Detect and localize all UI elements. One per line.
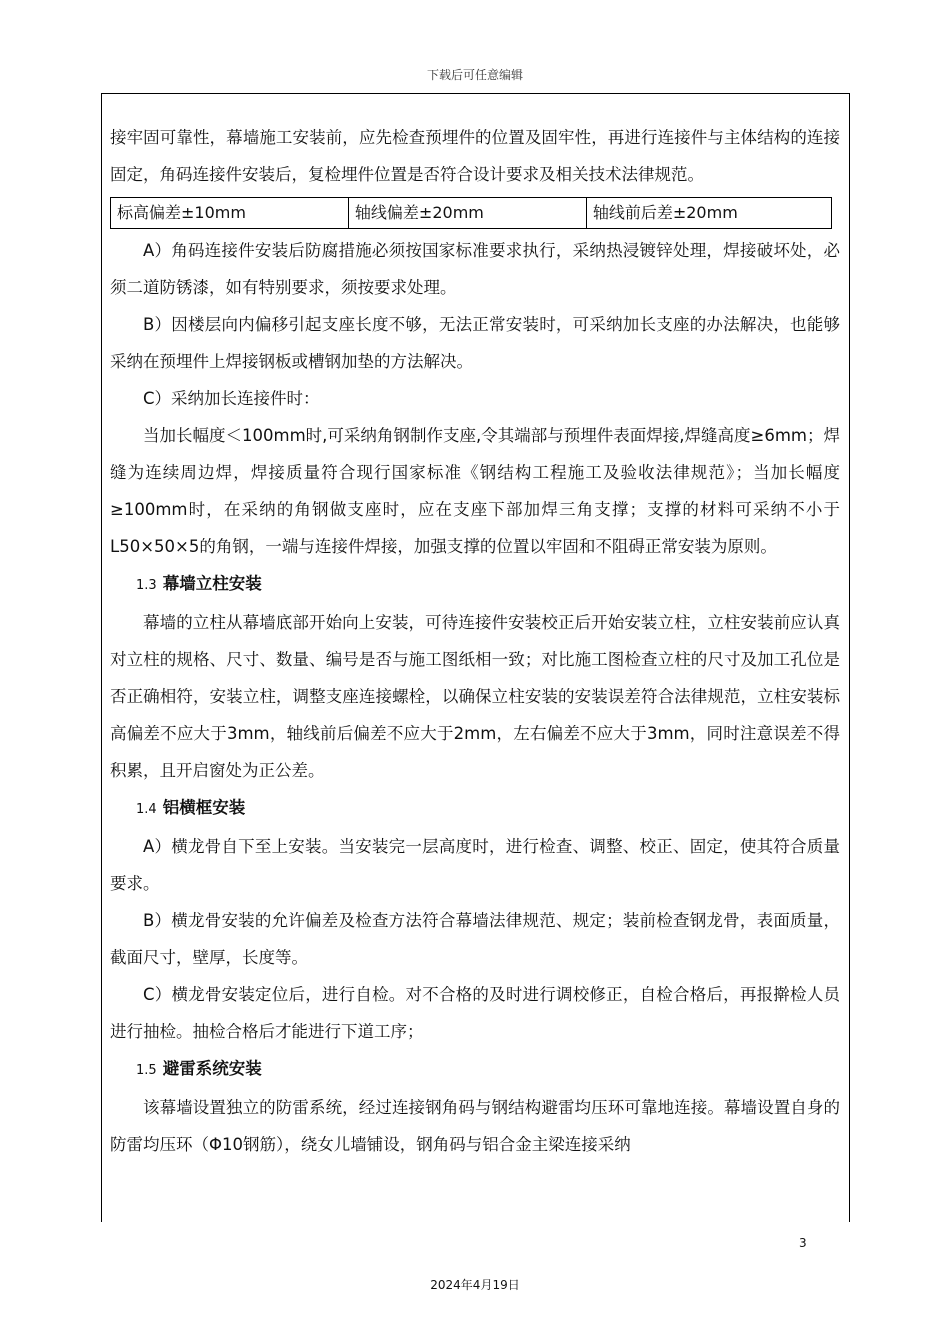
item-a: A）角码连接件安装后防腐措施必须按国家标准要求执行，采纳热浸镀锌处理，焊接破坏处，必须二道防锈漆，如有特别要求，须按要求处理。 xyxy=(110,241,840,297)
section-heading-1-3 xyxy=(110,565,840,604)
table-cell-axis: 轴线偏差±20mm xyxy=(348,198,586,229)
section-number: 1.4 xyxy=(136,802,157,817)
page-number: 3 xyxy=(799,1236,807,1250)
header-note: 下载后可任意编辑 xyxy=(426,68,523,82)
section-heading-1-5 xyxy=(110,1050,840,1089)
section-1-3-body: 幕墙的立柱从幕墙底部开始向上安装，可待连接件安装校正后开始安装立柱，立柱安装前应认真对立柱的规格、尺寸、数量、编号是否与施工图纸相一致；对比施工图检查立柱的尺寸及加工孔位是否正确相符，安装立柱，调整支座连接螺栓，以确保立柱安装的安装误差符合法律规范，立柱安装标高偏差不应大于3mm，轴线前后偏差不应大于2mm，左右偏差不应大于3mm，同时注意误差不得积累，且开启窗处为正公差。 xyxy=(110,613,840,780)
section-1-4-item-a: A）横龙骨自下至上安装。当安装完一层高度时，进行检查、调整、校正、固定，使其符合质量要求。 xyxy=(110,837,840,893)
section-title: 幕墙立柱安装 xyxy=(162,574,262,593)
section-number: 1.5 xyxy=(136,1063,157,1078)
extension-paragraph: 当加长幅度＜100mm时,可采纳角钢制作支座,令其端部与预埋件表面焊接,焊缝高度≥6mm；焊缝为连续周边焊，焊接质量符合现行国家标准《钢结构工程施工及验收法律规范》；当加长幅度≥100mm时，在采纳的角钢做支座时，应在支座下部加焊三角支撑；支撑的材料可采纳不小于L50×50×5的角钢，一端与连接件焊接，加强支撑的位置以牢固和不阻碍正常安装为原则。 xyxy=(110,426,840,556)
section-1-4-item-c: C）横龙骨安装定位后，进行自检。对不合格的及时进行调校修正，自检合格后，再报擀检人员进行抽检。抽检合格后才能进行下道工序； xyxy=(110,985,840,1041)
section-number: 1.3 xyxy=(136,578,157,593)
deviation-table xyxy=(110,197,832,229)
table-row xyxy=(111,198,832,229)
document-body xyxy=(110,119,840,1163)
section-title: 铝横框安装 xyxy=(162,798,246,817)
section-title: 避雷系统安装 xyxy=(162,1059,262,1078)
table-cell-axis-front-back: 轴线前后差±20mm xyxy=(586,198,831,229)
intro-paragraph: 接牢固可靠性，幕墙施工安装前，应先检查预埋件的位置及固牢性，再进行连接件与主体结构的连接固定，角码连接件安装后，复检埋件位置是否符合设计要求及相关技术法律规范。 xyxy=(110,128,840,184)
section-heading-1-4 xyxy=(110,789,840,828)
section-1-4-item-b: B）横龙骨安装的允许偏差及检查方法符合幕墙法律规范、规定；装前检查钢龙骨，表面质量，截面尺寸，壁厚，长度等。 xyxy=(110,911,840,967)
section-1-5-body: 该幕墙设置独立的防雷系统，经过连接钢角码与钢结构避雷均压环可靠地连接。幕墙设置自身的防雷均压环（Φ10钢筋），绕女儿墙铺设，钢角码与铝合金主梁连接采纳 xyxy=(110,1098,840,1154)
footer-date: 2024年4月19日 xyxy=(430,1278,520,1292)
item-c: C）采纳加长连接件时： xyxy=(143,389,320,408)
table-cell-elevation: 标高偏差±10mm xyxy=(111,198,349,229)
item-b: B）因楼层向内偏移引起支座长度不够，无法正常安装时，可采纳加长支座的办法解决，也能够采纳在预埋件上焊接钢板或槽钢加垫的方法解决。 xyxy=(110,315,840,371)
